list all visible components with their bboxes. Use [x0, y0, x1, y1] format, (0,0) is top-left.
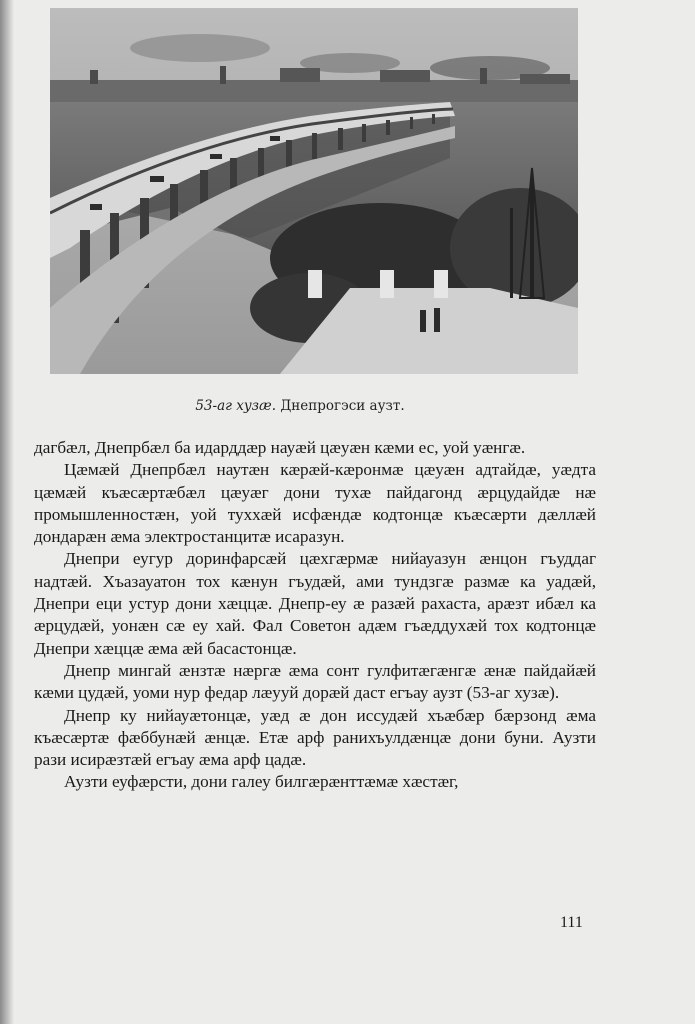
- paragraph-4: Днепр мингай æнзтæ нæргæ æма сонт гулфитæгæнгæ æнæ пайдайæй кæми цудæй, уоми нур федар лæууй дорæй даст егъау аузт (53-аг хузæ).: [34, 660, 596, 703]
- page-number: 111: [560, 914, 583, 931]
- paragraph-1: дагбæл, Днепрбæл ба идарддæр науæй цæуæн кæми ес, уой уæнгæ.: [34, 438, 526, 457]
- paragraph-2: Цæмæй Днепрбæл наутæн кæрæй-кæронмæ цæуæн адтайдæ, уæдта цæмæй къæсæртæбæл цæуæг дони тухæ пайдагонд æрцудайдæ нæ промышленностæн, уой туххæй исфæндæ кодтонцæ къæсæрти дæллæй дондарæн æма электростанцитæ исаразун.: [34, 460, 596, 547]
- body-text: [34, 437, 596, 794]
- dam-illustration: [50, 8, 578, 374]
- paragraph-6: Аузти еуфæрсти, дони галеу билгæрæнттæмæ хæстæг,: [64, 772, 459, 792]
- figure-caption: [0, 398, 600, 414]
- page-gutter-shadow: [0, 0, 14, 1024]
- paragraph-3: Днепри еугур доринфарсæй цæхгæрмæ нийауазун æнцон гъуддаг надтæй. Хъазауатон тох кæнун гъудæй, ами тундзгæ размæ ка уадæй, Днепри еци устур дони хæццæ. Днепр-еу æ разæй рахаста, арæзт ибæл ка æрцудæй, уонæн сæ еу хай. Фал Советон адæм гъæддухæй тох кодтонцæ Днепри хæццæ æма æй басастонцæ.: [34, 549, 596, 658]
- paragraph-5: Днепр ку нийауæтонцæ, уæд æ дон иссудæй хъæбæр бæрзонд æма къæсæртæ фæббунæй æнцæ. Етæ арф ранихъулдæнцæ дони буни. Аузти рази исирæзтæй егъау æма арф цадæ.: [34, 705, 596, 770]
- caption-number: 53-аг хузæ.: [195, 398, 277, 414]
- caption-text: Днепрогэси аузт.: [280, 398, 405, 414]
- dnieper-dam-picture: [50, 8, 578, 374]
